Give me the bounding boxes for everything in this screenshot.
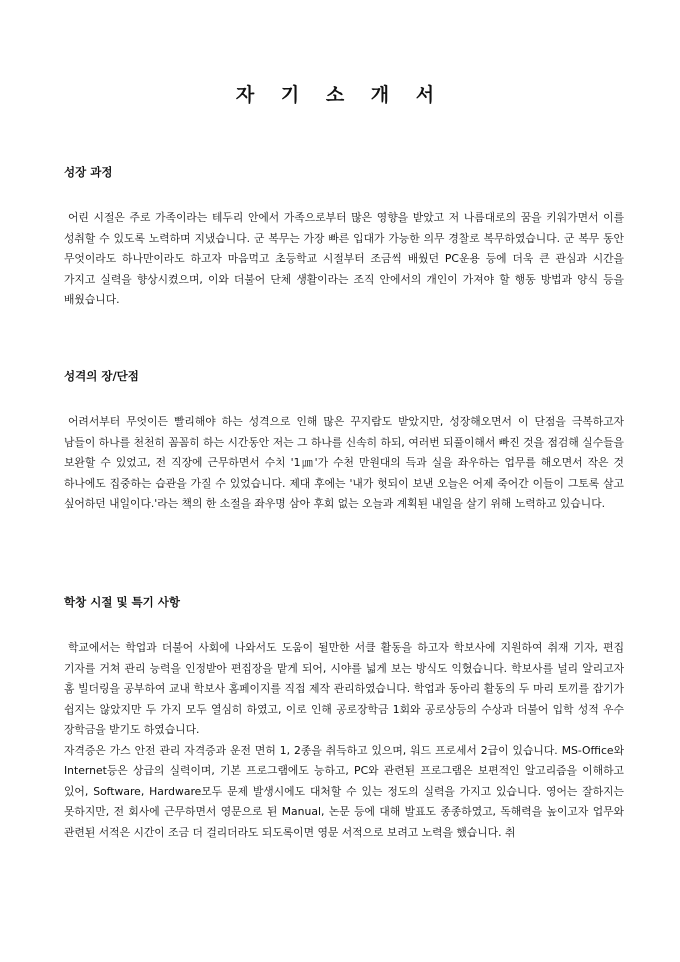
section-heading: 학창 시절 및 특기 사항 <box>64 595 180 609</box>
section-growth <box>64 164 624 311</box>
paragraph: 어려서부터 무엇이든 빨리해야 하는 성격으로 인해 많은 꾸지람도 받았지만, 성장해오면서 이 단점을 극복하고자 남들이 하나를 천천히 꼼꼼히 하는 시간동안 저는 그 하나를 신속히 하되, 여러번 되풀이해서 빠진 것을 점검해 실수들을 보완할 수 있었고, 전 직장에 근무하면서 수치 '1㎛'가 수천 만원대의 득과 실을 좌우하는 업무를 해오면서 작은 것 하나에도 집중하는 습관을 가질 수 있었습니다. 제대 후에는 '내가 헛되이 보낸 오늘은 어제 죽어간 이들이 그토록 살고 싶어하던 내일이다.'라는 책의 한 소절을 좌우명 삼아 후회 없는 오늘과 계획된 내일을 살기 위해 노력하고 있습니다. <box>64 415 624 510</box>
section-body <box>64 638 624 843</box>
document-title: 자 기 소 개 서 <box>235 84 445 106</box>
section-personality <box>64 368 624 515</box>
section-heading: 성격의 장/단점 <box>64 369 139 383</box>
section-heading: 성장 과정 <box>64 165 113 179</box>
paragraph: 자격증은 가스 안전 관리 자격증과 운전 면허 1, 2종을 취득하고 있으며, 워드 프로세서 2급이 있습니다. MS-Office와 Internet등은 상급의 실력이며, 기본 프로그램에도 능하고, PC와 관련된 프로그램은 보편적인 알고리즘을 이해하고 있어, Software, Hardware모두 문제 발생시에도 대처할 수 있는 정도의 실력을 가지고 있습니다. 영어는 잘하지는 못하지만, 전 회사에 근무하면서 영문으로 된 Manual, 논문 등에 대해 발표도 종종하였고, 독해력을 높이고자 업무와 관련된 서적은 시간이 조금 더 걸리더라도 되도록이면 영문 서적으로 보려고 노력을 했습니다. 취 <box>64 743 624 839</box>
section-body <box>64 412 624 515</box>
section-school-specialty <box>64 594 624 843</box>
section-body <box>64 208 624 311</box>
paragraph: 학교에서는 학업과 더불어 사회에 나와서도 도움이 될만한 서클 활동을 하고자 학보사에 지원하여 취재 기자, 편집 기자를 거쳐 관리 능력을 인정받아 편집장을 맡게 되어, 시야를 넓게 보는 방식도 익혔습니다. 학보사를 널리 알리고자 홈 빌더링을 공부하여 교내 학보사 홈페이지를 직접 제작 관리하였습니다. 학업과 동아리 활동의 두 마리 토끼를 잡기가 쉽지는 않았지만 두 가지 모두 열심히 하였고, 이로 인해 공로장학금 1회와 공로상등의 수상과 더불어 입학 성적 우수 장학금을 받기도 하였습니다. <box>64 641 624 736</box>
paragraph: 어린 시절은 주로 가족이라는 테두리 안에서 가족으로부터 많은 영향을 받았고 저 나름대로의 꿈을 키워가면서 이를 성취할 수 있도록 노력하며 지냈습니다. 군 복무는 가장 빠른 입대가 가능한 의무 경찰로 복무하였습니다. 군 복무 동안 무엇이라도 하나만이라도 하고자 마음먹고 초등학교 시절부터 조금씩 배웠던 PC운용 등에 더욱 큰 관심과 시간을 가지고 실력을 향상시켰으며, 이와 더불어 단체 생활이라는 조직 안에서의 개인이 가져야 할 행동 방법과 양식 등을 배웠습니다. <box>64 211 624 306</box>
